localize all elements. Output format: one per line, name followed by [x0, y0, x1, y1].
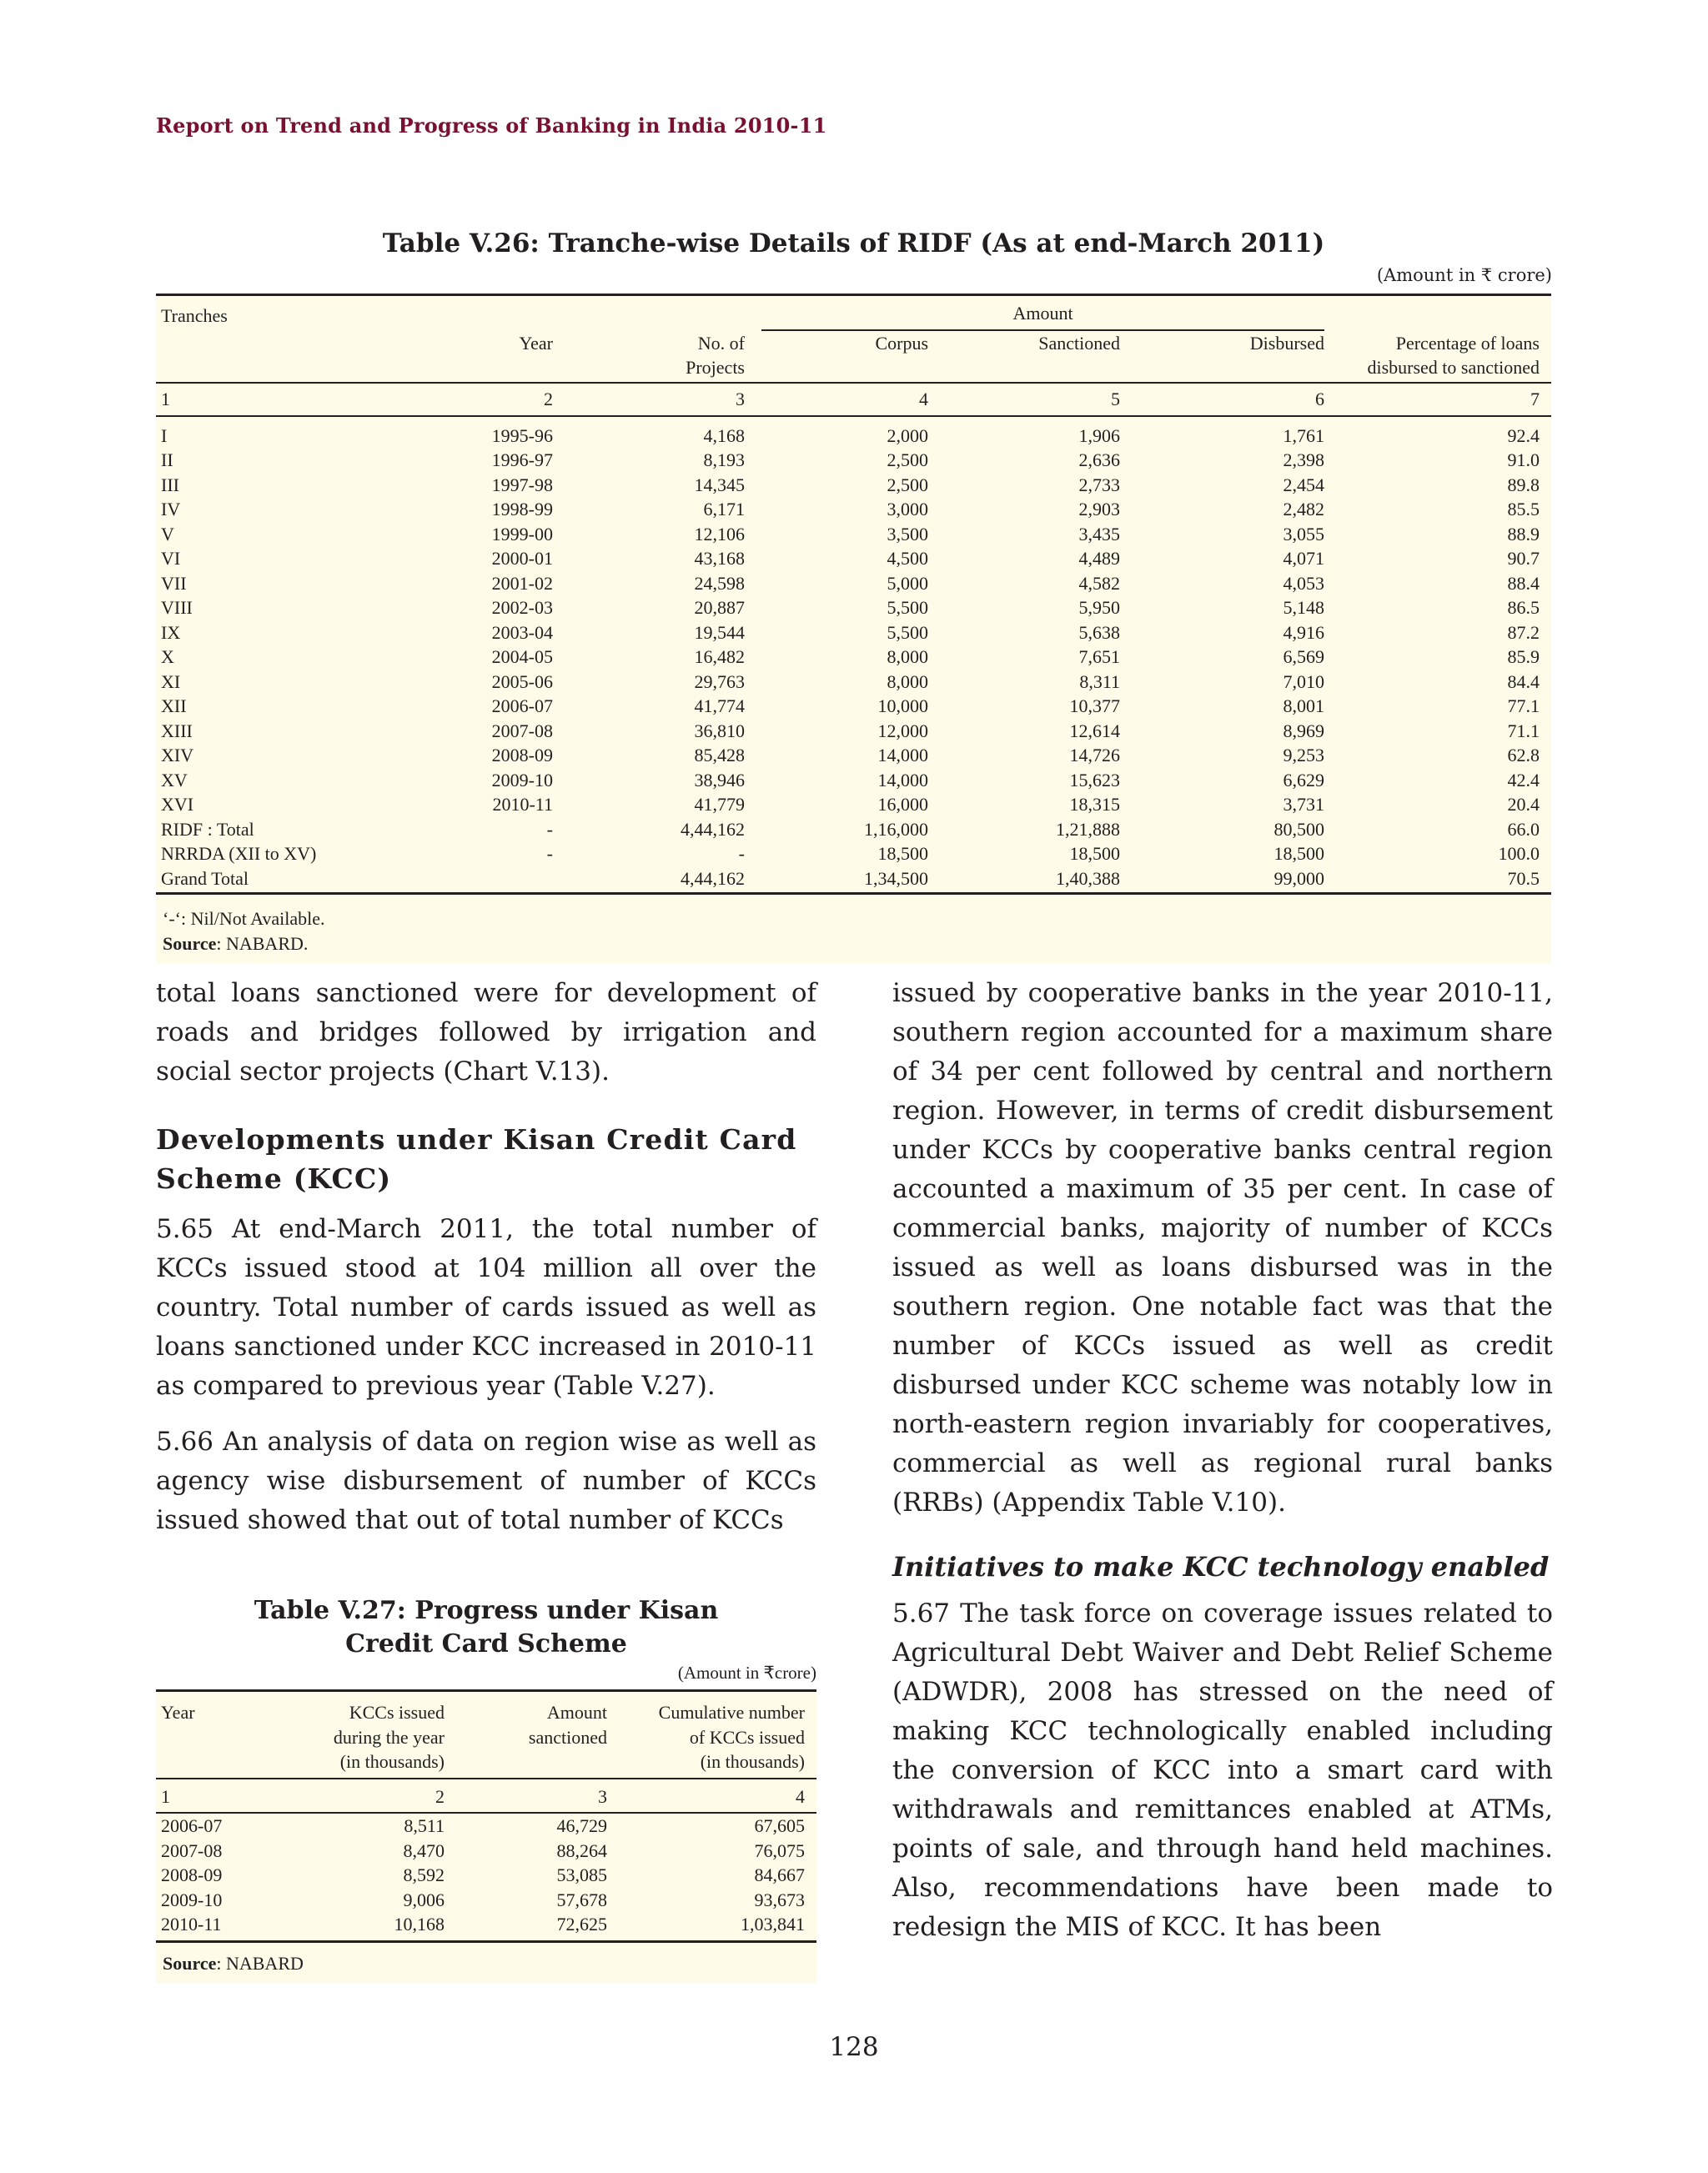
table-cell: 8,193 — [703, 449, 745, 470]
table-cell: 90.7 — [1507, 548, 1540, 569]
table-v27-title: Table V.27: Progress under Kisan Credit Card Scheme — [254, 1596, 719, 1659]
table-cell: 2004-05 — [491, 646, 553, 667]
table-cell: 2,500 — [887, 474, 928, 495]
table-cell: 1996-97 — [491, 449, 553, 470]
table-cell: 41,774 — [694, 695, 745, 716]
subheading-kcc-technology: Initiatives to make KCC technology enabled — [892, 1551, 1550, 1583]
table-cell: 38,946 — [694, 769, 745, 790]
table-cell: 5,000 — [887, 572, 928, 594]
table-cell: 2006-07 — [491, 695, 553, 716]
table-cell: 2008-09 — [161, 1864, 223, 1885]
table-cell: NRRDA (XII to XV) — [161, 843, 317, 864]
table-cell: 5,500 — [887, 621, 928, 643]
table-cell: 85.5 — [1507, 499, 1540, 519]
nil-note: ‘-‘: Nil/Not Available. — [163, 908, 325, 929]
paragraph-5-66-continued: issued by cooperative banks in the year 2010-11, southern region accounted for a maximum share of 34 per cent followed by central and northern region. However, in terms of credit disbursement under KCCs by cooperative banks central region accounted a maximum of 35 per cent. In case of commercial banks, majority of number of KCCs issued as well as loans disbursed was in the southern region. One notable fact was that the number of KCCs issued as well as credit disbursed under KCC scheme was notably low in north-eastern region invariably for cooperatives, commercial as well as regional rural banks (RRBs) (Appendix Table V.10). — [892, 978, 1553, 1518]
right-column — [892, 974, 1553, 1964]
table-cell: - — [546, 818, 553, 840]
table-cell: 6,171 — [703, 499, 745, 519]
paragraph-5-66: 5.66 An analysis of data on region wise as well as agency wise disbursement of number of KCCs issued showed that out of total number of KCCs — [156, 1427, 816, 1535]
table-cell: 4,916 — [1283, 621, 1324, 643]
table-cell: 24,598 — [694, 572, 745, 594]
table-row — [156, 1839, 816, 1864]
table-cell: 8,001 — [1283, 695, 1324, 716]
table-row — [156, 866, 1551, 894]
header-disbursed: Disbursed — [1249, 332, 1324, 354]
table-row — [156, 497, 1551, 522]
header-projects: No. of Projects — [686, 332, 745, 378]
table-cell: 10,168 — [273, 1912, 456, 1941]
table-cell: 8,511 — [404, 1815, 445, 1836]
table-cell: 2,500 — [887, 449, 928, 470]
table-cell: 99,000 — [1132, 866, 1336, 894]
table-cell: 5,500 — [887, 597, 928, 618]
table-cell: 1,03,841 — [619, 1912, 816, 1941]
table-cell: 88,264 — [556, 1839, 607, 1861]
source-line: Source: NABARD — [163, 1952, 304, 1974]
table-cell: 89.8 — [1507, 474, 1540, 495]
table-cell: 70.5 — [1336, 866, 1551, 894]
table-cell: 6,629 — [1283, 769, 1324, 790]
table-cell: 85.9 — [1507, 646, 1540, 667]
table-cell: 62.8 — [1507, 745, 1540, 765]
header-sanctioned: Sanctioned — [1038, 332, 1120, 354]
table-cell: 7,010 — [1283, 670, 1324, 692]
table-cell: 71.1 — [1507, 720, 1540, 741]
table-row — [156, 522, 1551, 547]
table-cell: 84,667 — [754, 1864, 805, 1885]
paragraph-5-65: 5.65 At end-March 2011, the total number of KCCs issued stood at 104 million all over the country. Total number of cards issued as well as loans sanctioned under KCC increased in 2010-11 as compared to previous year (Table V.27). — [156, 1214, 816, 1401]
table-cell: 1,906 — [1078, 424, 1120, 446]
table-cell: 2,733 — [1078, 474, 1120, 495]
table-cell: - — [546, 843, 553, 864]
table-cell: 2,000 — [887, 424, 928, 446]
table-cell: 1995-96 — [491, 424, 553, 446]
table-row — [156, 645, 1551, 670]
table-cell: 2010-11 — [156, 1912, 273, 1941]
table-cell: 15,623 — [1069, 769, 1120, 790]
table-cell: 46,729 — [556, 1815, 607, 1836]
table-cell: 2,636 — [1078, 449, 1120, 470]
table-cell: 4,44,162 — [565, 866, 756, 894]
table-cell: 5,638 — [1078, 621, 1120, 643]
table-cell: 1,21,888 — [1056, 818, 1120, 840]
table-cell: 36,810 — [694, 720, 745, 741]
table-cell: RIDF : Total — [161, 818, 254, 840]
table-cell: 18,500 — [877, 843, 928, 864]
header-amount: Amount — [761, 301, 1324, 331]
header-kccs-issued: KCCs issued during the year (in thousands) — [273, 1691, 456, 1779]
running-head: Report on Trend and Progress of Banking in India 2010-11 — [156, 113, 827, 138]
table-cell: - — [738, 843, 745, 864]
table-row — [156, 719, 1551, 744]
page-number: 128 — [829, 2032, 879, 2062]
table-cell: 8,969 — [1283, 720, 1324, 741]
table-cell: 57,678 — [556, 1889, 607, 1910]
table-row — [156, 416, 1551, 449]
table-cell: 4,500 — [887, 548, 928, 569]
table-cell: 18,315 — [1069, 794, 1120, 815]
table-cell: 1,40,388 — [940, 866, 1132, 894]
table-cell: III — [161, 474, 179, 495]
table-cell: 4,44,162 — [681, 818, 745, 840]
table-cell: 14,726 — [1069, 745, 1120, 765]
table-cell: 2003-04 — [491, 621, 553, 643]
table-cell: 4,582 — [1078, 572, 1120, 594]
column-number-row: 1 2 3 4 — [156, 1779, 816, 1814]
table-cell: 2010-11 — [492, 794, 553, 815]
table-cell: 1997-98 — [491, 474, 553, 495]
table-cell: XI — [161, 670, 181, 692]
table-cell: 8,000 — [887, 646, 928, 667]
table-cell: 2008-09 — [491, 745, 553, 765]
table-cell: 41,779 — [694, 794, 745, 815]
table-row — [156, 768, 1551, 793]
table-cell: 2006-07 — [161, 1815, 223, 1836]
table-cell: IV — [161, 499, 181, 519]
left-column — [156, 974, 816, 1557]
table-cell: 84.4 — [1507, 670, 1540, 692]
table-cell: VI — [161, 548, 181, 569]
table-cell: XV — [161, 769, 188, 790]
table-cell: 2007-08 — [161, 1839, 223, 1861]
table-row — [156, 546, 1551, 571]
table-cell: 72,625 — [456, 1912, 619, 1941]
table-cell — [381, 866, 565, 894]
table-cell: 8,592 — [403, 1864, 445, 1885]
table-v26-grid — [156, 294, 1551, 895]
table-row — [156, 841, 1551, 866]
table-cell: XVI — [161, 794, 194, 815]
table-row — [156, 620, 1551, 645]
column-number-row: 1 2 3 4 5 6 7 — [156, 383, 1551, 416]
table-row — [156, 792, 1551, 817]
table-cell: 100.0 — [1498, 843, 1540, 864]
header-percentage: Percentage of loans disbursed to sanctioned — [1367, 332, 1540, 378]
table-row — [156, 670, 1551, 695]
table-cell: 2000-01 — [491, 548, 553, 569]
table-cell: 3,435 — [1078, 523, 1120, 545]
header-year: Year — [156, 1691, 273, 1779]
table-row — [156, 694, 1551, 719]
table-cell: 88.4 — [1507, 572, 1540, 594]
table-cell: V — [161, 523, 174, 545]
table-cell: 1999-00 — [491, 523, 553, 545]
table-cell: 19,544 — [694, 621, 745, 643]
table-row — [156, 473, 1551, 498]
table-cell: 77.1 — [1507, 695, 1540, 716]
table-cell: 43,168 — [694, 548, 745, 569]
table-cell: 14,000 — [877, 769, 928, 790]
table-cell: 1,761 — [1283, 424, 1324, 446]
table-cell: 67,605 — [754, 1815, 805, 1836]
table-cell: 20,887 — [694, 597, 745, 618]
table-cell: VIII — [161, 597, 193, 618]
table-cell: 3,731 — [1283, 794, 1324, 815]
header-tranches: Tranches — [156, 295, 381, 331]
table-cell: 2005-06 — [491, 670, 553, 692]
table-row — [156, 1888, 816, 1913]
table-cell: 9,006 — [403, 1889, 445, 1910]
table-v27-grid — [156, 1689, 816, 1943]
table-cell: II — [161, 449, 173, 470]
table-v27-body — [156, 1813, 816, 1941]
table-cell: 53,085 — [556, 1864, 607, 1885]
table-cell: 6,569 — [1283, 646, 1324, 667]
table-v27-unit: (Amount in ₹crore) — [677, 1663, 816, 1683]
section-heading-kcc: Developments under Kisan Credit Card Scheme (KCC) — [156, 1123, 797, 1195]
table-v27-notes — [156, 1943, 816, 1983]
table-cell: 7,651 — [1078, 646, 1120, 667]
table-cell: 5,148 — [1283, 597, 1324, 618]
table-cell: 93,673 — [754, 1889, 805, 1910]
table-cell: 42.4 — [1507, 769, 1540, 790]
table-cell: Grand Total — [156, 866, 381, 894]
table-cell: I — [161, 424, 168, 446]
table-cell: 14,000 — [877, 745, 928, 765]
table-cell: 18,500 — [1273, 843, 1324, 864]
table-v26-unit: (Amount in ₹ crore) — [1376, 265, 1552, 285]
table-row — [156, 817, 1551, 842]
table-cell: 88.9 — [1507, 523, 1540, 545]
table-cell: 8,000 — [887, 670, 928, 692]
table-cell: 1,16,000 — [864, 818, 928, 840]
table-cell: 4,168 — [703, 424, 745, 446]
table-cell: 1998-99 — [491, 499, 553, 519]
table-cell: 2002-03 — [491, 597, 553, 618]
table-cell: 3,055 — [1283, 523, 1324, 545]
table-row — [156, 595, 1551, 620]
table-cell: 92.4 — [1507, 424, 1540, 446]
table-cell: 91.0 — [1507, 449, 1540, 470]
table-cell: 3,000 — [887, 499, 928, 519]
header-corpus: Corpus — [875, 332, 928, 354]
table-row — [156, 743, 1551, 768]
table-cell: 8,311 — [1079, 670, 1120, 692]
table-cell: 16,000 — [877, 794, 928, 815]
header-year: Year — [519, 332, 553, 354]
table-cell: 2009-10 — [491, 769, 553, 790]
table-cell: IX — [161, 621, 181, 643]
table-cell: 2,482 — [1283, 499, 1324, 519]
table-cell: 4,489 — [1078, 548, 1120, 569]
table-cell: 10,377 — [1069, 695, 1120, 716]
table-cell: 9,253 — [1283, 745, 1324, 765]
table-row — [156, 1912, 816, 1941]
header-cumulative: Cumulative number of KCCs issued (in thousands) — [619, 1691, 816, 1779]
table-cell: 5,950 — [1078, 597, 1120, 618]
table-cell: 20.4 — [1507, 794, 1540, 815]
table-v26-notes — [156, 895, 1551, 963]
table-cell: 2009-10 — [161, 1889, 223, 1910]
header-amount-sanctioned: Amount sanctioned — [456, 1691, 619, 1779]
table-row — [156, 571, 1551, 596]
table-cell: 12,106 — [694, 523, 745, 545]
table-cell: 29,763 — [694, 670, 745, 692]
table-v26 — [156, 294, 1551, 963]
table-cell: 76,075 — [754, 1839, 805, 1861]
table-cell: XII — [161, 695, 187, 716]
table-cell: 12,614 — [1069, 720, 1120, 741]
table-cell: 4,071 — [1283, 548, 1324, 569]
table-cell: 3,500 — [887, 523, 928, 545]
table-cell: 66.0 — [1507, 818, 1540, 840]
table-v26-body — [156, 416, 1551, 894]
table-cell: VII — [161, 572, 187, 594]
table-cell: 87.2 — [1507, 621, 1540, 643]
table-cell: 12,000 — [877, 720, 928, 741]
table-cell: 2,903 — [1078, 499, 1120, 519]
table-row — [156, 1863, 816, 1888]
table-row — [156, 448, 1551, 473]
table-cell: 8,470 — [403, 1839, 445, 1861]
table-cell: 2007-08 — [491, 720, 553, 741]
table-cell: 18,500 — [1069, 843, 1120, 864]
paragraph-5-67: 5.67 The task force on coverage issues related to Agricultural Debt Waiver and Debt Relief Scheme (ADWDR), 2008 has stressed on the need of making KCC technologically enabled including the conversion of KCC into a smart card with withdrawals and remittances enabled at ATMs, points of sale, and through hand held machines. Also, recommendations have been made to redesign the MIS of KCC. It has been — [892, 1598, 1553, 1942]
table-cell: 1,34,500 — [756, 866, 940, 894]
table-cell: 2,398 — [1283, 449, 1324, 470]
table-cell: X — [161, 646, 174, 667]
table-cell: 86.5 — [1507, 597, 1540, 618]
table-cell: 14,345 — [694, 474, 745, 495]
paragraph-continued: total loans sanctioned were for development of roads and bridges followed by irrigation and social sector projects (Chart V.13). — [156, 978, 816, 1086]
table-cell: 2,454 — [1283, 474, 1324, 495]
source-line: Source: NABARD. — [163, 933, 309, 954]
table-cell: 10,000 — [877, 695, 928, 716]
table-row — [156, 1813, 816, 1839]
table-cell: 2001-02 — [491, 572, 553, 594]
table-v26-title: Table V.26: Tranche-wise Details of RIDF (As at end-March 2011) — [382, 228, 1325, 258]
table-cell: 85,428 — [694, 745, 745, 765]
table-cell: XIV — [161, 745, 194, 765]
table-v27 — [156, 1689, 816, 1983]
table-cell: 4,053 — [1283, 572, 1324, 594]
table-cell: 16,482 — [694, 646, 745, 667]
table-cell: 80,500 — [1273, 818, 1324, 840]
table-cell: XIII — [161, 720, 193, 741]
